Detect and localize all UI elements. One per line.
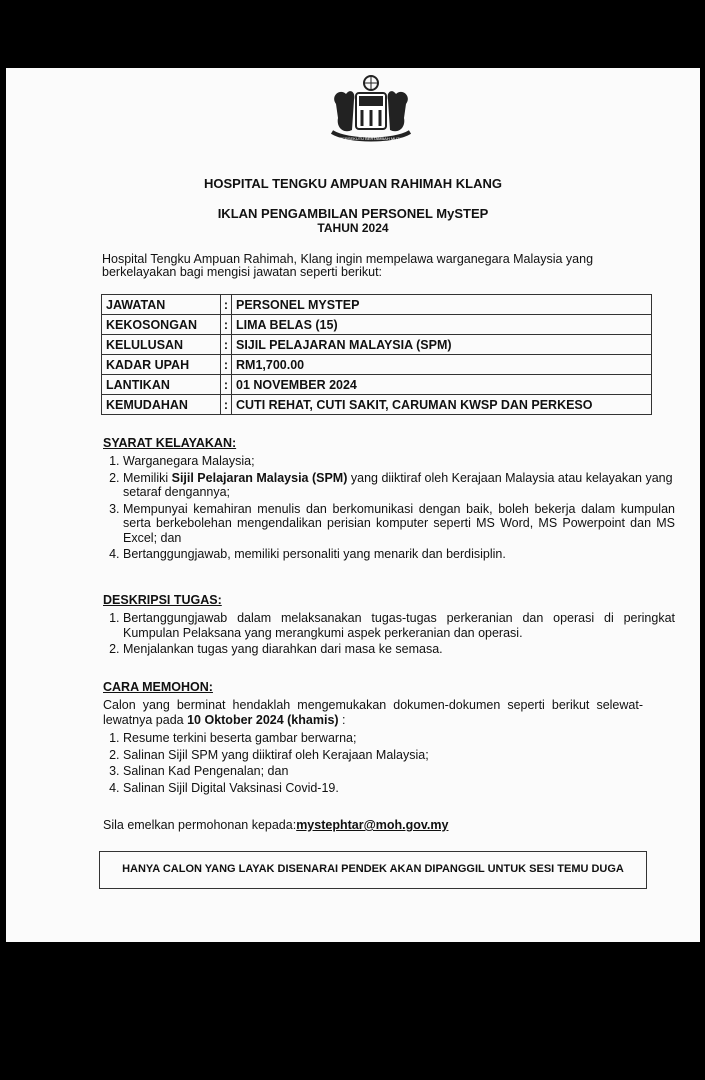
- list-item: [123, 731, 675, 746]
- table-row: [102, 375, 652, 395]
- row-value: CUTI REHAT, CUTI SAKIT, CARUMAN KWSP DAN PERKESO: [232, 395, 652, 415]
- row-label: KEMUDAHAN: [102, 395, 221, 415]
- email-label: Sila emelkan permohonan kepada:: [103, 818, 297, 832]
- item-text: Salinan Kad Pengenalan; dan: [123, 764, 289, 778]
- syarat-list: [103, 454, 675, 564]
- item-text: Salinan Sijil SPM yang diiktiraf oleh Kerajaan Malaysia;: [123, 747, 429, 762]
- list-item: [123, 764, 675, 779]
- deskripsi-list: [103, 611, 675, 659]
- list-item: [123, 454, 675, 469]
- table-row: [102, 335, 652, 355]
- advert-year: TAHUN 2024: [317, 221, 389, 235]
- item-text: Warganegara Malaysia;: [123, 454, 255, 468]
- intro-paragraph: Hospital Tengku Ampuan Rahimah, Klang ingin mempelawa warganegara Malaysia yang berkelayakan bagi mengisi jawatan seperti berikut:: [102, 252, 594, 279]
- cara-intro: [103, 698, 643, 727]
- document-page: [6, 68, 700, 942]
- syarat-heading: SYARAT KELAYAKAN:: [103, 436, 237, 450]
- row-label: LANTIKAN: [102, 375, 221, 395]
- row-value: LIMA BELAS (15): [232, 315, 652, 335]
- list-item: [123, 642, 675, 657]
- list-item: [123, 547, 675, 562]
- advert-title: IKLAN PENGAMBILAN PERSONEL MySTEP: [217, 206, 489, 221]
- deskripsi-heading: DESKRIPSI TUGAS:: [103, 593, 222, 607]
- deadline-date: 10 Oktober 2024 (khamis): [187, 712, 339, 727]
- cara-heading: CARA MEMOHON:: [103, 680, 213, 694]
- cara-intro-tail: :: [338, 712, 346, 727]
- item-text: Bertanggungjawab, memiliki personaliti yang menarik dan berdisiplin.: [123, 547, 506, 561]
- row-label: KEKOSONGAN: [102, 315, 221, 335]
- email-line: [103, 818, 643, 833]
- crest-motto: BERSEKUTU BERTAMBAH MUTU: [339, 136, 403, 141]
- row-separator: :: [221, 335, 232, 355]
- item-text: Mempunyai kemahiran menulis dan berkomunikasi dengan baik, boleh bekerja dalam kumpulan serta berkebolehan mengendalikan perisian komputer seperti MS Word, MS Powerpoint dan MS Excel; dan: [123, 501, 675, 545]
- item-text: Resume terkini beserta gambar berwarna;: [123, 731, 357, 745]
- list-item: [123, 781, 675, 796]
- cara-list: [103, 731, 675, 797]
- item-text: Memiliki: [123, 470, 172, 485]
- item-text: yang diiktiraf oleh Kerajaan Malaysia atau kelayakan yang setaraf dengannya;: [123, 470, 673, 499]
- list-item: [123, 502, 675, 546]
- row-label: KELULUSAN: [102, 335, 221, 355]
- row-separator: :: [221, 355, 232, 375]
- table-row: [102, 395, 652, 415]
- row-value: PERSONEL MYSTEP: [232, 295, 652, 315]
- row-label: JAWATAN: [102, 295, 221, 315]
- row-value: RM1,700.00: [232, 355, 652, 375]
- row-label: KADAR UPAH: [102, 355, 221, 375]
- notice-box: HANYA CALON YANG LAYAK DISENARAI PENDEK AKAN DIPANGGIL UNTUK SESI TEMU DUGA: [99, 851, 647, 889]
- row-separator: :: [221, 295, 232, 315]
- list-item: [123, 611, 675, 640]
- table-row: [102, 295, 652, 315]
- list-item: [123, 748, 675, 763]
- row-separator: :: [221, 395, 232, 415]
- list-item: [123, 471, 675, 500]
- row-value: SIJIL PELAJARAN MALAYSIA (SPM): [232, 335, 652, 355]
- item-text: Menjalankan tugas yang diarahkan dari masa ke semasa.: [123, 642, 443, 656]
- row-separator: :: [221, 315, 232, 335]
- row-separator: :: [221, 375, 232, 395]
- table-row: [102, 355, 652, 375]
- job-info-table: [101, 294, 652, 415]
- item-text: Bertanggungjawab dalam melaksanakan tugas-tugas perkeranian dan operasi di peringkat Kumpulan Pelaksana yang merangkumi aspek perkeranian dan operasi.: [123, 611, 675, 640]
- coat-of-arms-icon: [326, 74, 416, 144]
- row-value: 01 NOVEMBER 2024: [232, 375, 652, 395]
- item-text: Salinan Sijil Digital Vaksinasi Covid-19.: [123, 780, 339, 795]
- hospital-name: HOSPITAL TENGKU AMPUAN RAHIMAH KLANG: [203, 176, 503, 191]
- item-bold-text: Sijil Pelajaran Malaysia (SPM): [171, 470, 348, 485]
- cara-intro-text: Calon yang berminat hendaklah mengemukakan dokumen-dokumen seperti berikut selewat-lewatnya pada: [103, 698, 643, 727]
- table-row: [102, 315, 652, 335]
- email-link[interactable]: mystephtar@moh.gov.my: [296, 818, 449, 832]
